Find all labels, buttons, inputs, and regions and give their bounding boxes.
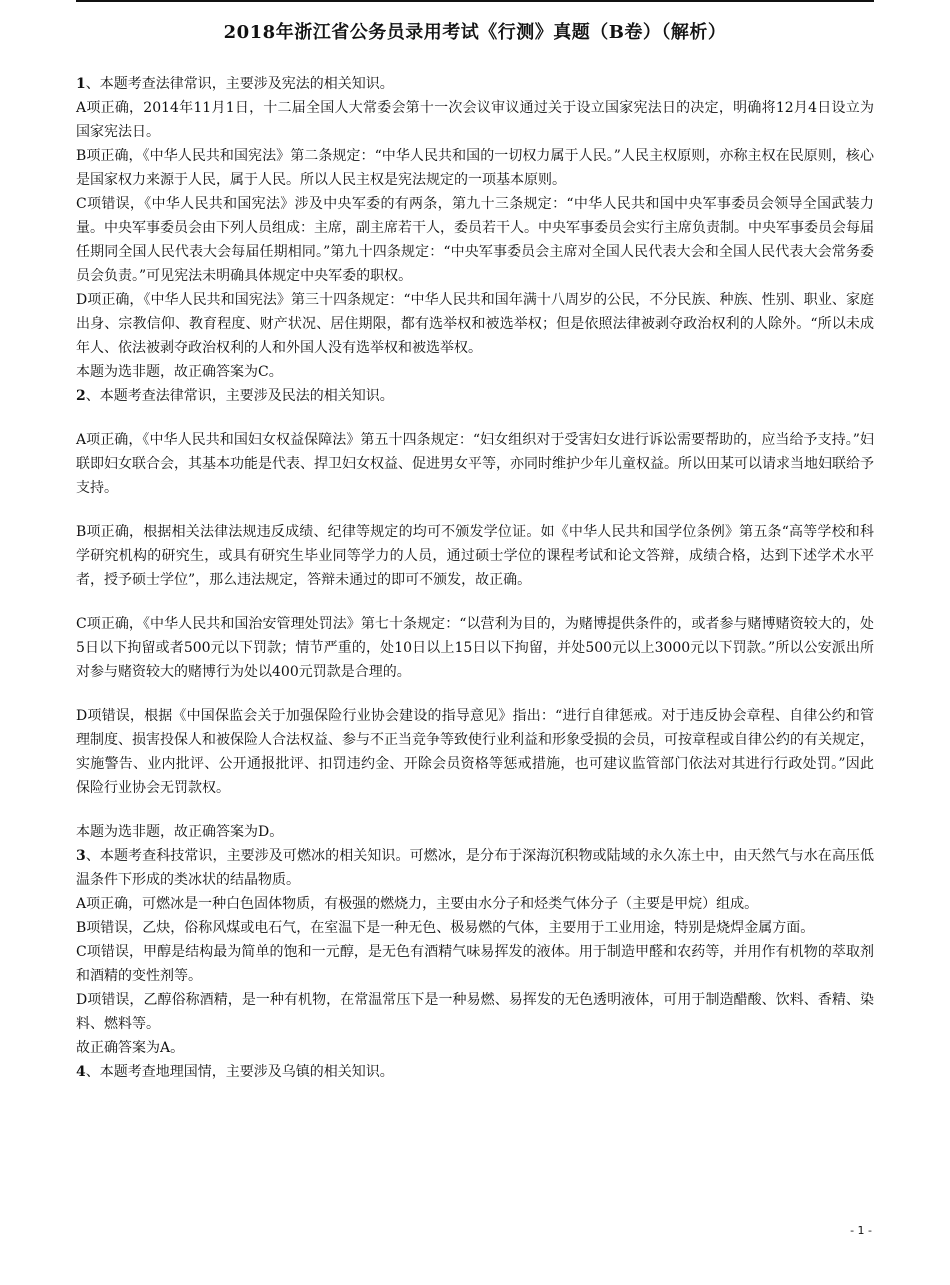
- question-number: 3: [76, 848, 86, 864]
- q3-option-c: C项错误，甲醇是结构最为简单的饱和一元醇，是无色有酒精气味易挥发的液体。用于制造甲醛和农药等，并用作有机物的萃取剂和酒精的变性剂等。: [76, 944, 874, 984]
- q2-answer: 本题为选非题，故正确答案为D。: [76, 824, 284, 840]
- question-2-heading: [76, 384, 874, 408]
- page-title: 2018年浙江省公务员录用考试《行测》真题（B卷）（解析）: [223, 22, 727, 43]
- question-1-heading: [76, 72, 874, 96]
- q2-option-a: A项正确，《中华人民共和国妇女权益保障法》第五十四条规定：“妇女组织对于受害妇女进行诉讼需要帮助的，应当给予支持。”妇联即妇女联合会，其基本功能是代表、捍卫妇女权益、促进男女平等，亦同时维护少年儿童权益。所以田某可以请求当地妇联给予支持。: [76, 432, 874, 496]
- header-rule: [76, 0, 874, 2]
- q1-option-a: A项正确，2014年11月1日，十二届全国人大常委会第十一次会议审议通过关于设立国家宪法日的决定，明确将12月4日设立为国家宪法日。: [76, 100, 874, 140]
- question-number: 2: [76, 388, 86, 404]
- q2-option-d: D项错误，根据《中国保监会关于加强保险行业协会建设的指导意见》指出：“进行自律惩戒。对于违反协会章程、自律公约和管理制度、损害投保人和被保险人合法权益、参与不正当竞争等致使行业利益和形象受损的会员，可按章程或自律公约的有关规定，实施警告、业内批评、公开通报批评、扣罚违约金、开除会员资格等惩戒措施，也可建议监管部门依法对其进行行政处罚。”因此保险行业协会无罚款权。: [76, 708, 874, 796]
- q2-option-b: B项正确，根据相关法律法规违反成绩、纪律等规定的均可不颁发学位证。如《中华人民共和国学位条例》第五条“高等学校和科学研究机构的研究生，或具有研究生毕业同等学力的人员，通过硕士学位的课程考试和论文答辩，成绩合格，达到下述学术水平者，授予硕士学位”，那么违法规定，答辩未通过的即可不颁发，故正确。: [76, 524, 874, 588]
- q1-answer: 本题为选非题，故正确答案为C。: [76, 364, 283, 380]
- q3-option-d: D项错误，乙醇俗称酒精，是一种有机物，在常温常压下是一种易燃、易挥发的无色透明液体，可用于制造醋酸、饮料、香精、染料、燃料等。: [76, 992, 874, 1032]
- q1-option-d: D项正确，《中华人民共和国宪法》第三十四条规定：“中华人民共和国年满十八周岁的公民，不分民族、种族、性别、职业、家庭出身、宗教信仰、教育程度、财产状况、居住期限，都有选举权和被选举权；但是依照法律被剥夺政治权利的人除外。“所以未成年人、依法被剥夺政治权利的人和外国人没有选举权和被选举权。: [76, 292, 874, 356]
- q1-option-b: B项正确，《中华人民共和国宪法》第二条规定：“中华人民共和国的一切权力属于人民。”人民主权原则，亦称主权在民原则，核心是国家权力来源于人民，属于人民。所以人民主权是宪法规定的一项基本原则。: [76, 148, 874, 188]
- question-4-heading: [76, 1060, 874, 1084]
- q3-option-b: B项错误，乙炔，俗称风煤或电石气，在室温下是一种无色、极易燃的气体，主要用于工业用途，特别是烧焊金属方面。: [76, 920, 815, 936]
- question-heading-text: 、本题考查法律常识，主要涉及宪法的相关知识。: [85, 76, 394, 92]
- page-number: - 1 -: [850, 1224, 872, 1237]
- question-heading-text: 、本题考查科技常识，主要涉及可燃冰的相关知识。可燃冰，是分布于深海沉积物或陆域的永久冻土中，由天然气与水在高压低温条件下形成的类冰状的结晶物质。: [76, 848, 874, 888]
- q3-option-a: A项正确，可燃冰是一种白色固体物质，有极强的燃烧力，主要由水分子和烃类气体分子（主要是甲烷）组成。: [76, 896, 759, 912]
- document-body: [76, 72, 874, 1084]
- question-3-heading: [76, 844, 874, 892]
- question-number: 1: [76, 76, 86, 92]
- q2-option-c: C项正确，《中华人民共和国治安管理处罚法》第七十条规定：“以营利为目的，为赌博提供条件的，或者参与赌博赌资较大的，处5日以下拘留或者500元以下罚款；情节严重的，处10日以上15日以下拘留，并处500元以上3000元以下罚款。”所以公安派出所对参与赌资较大的赌博行为处以400元罚款是合理的。: [76, 616, 874, 680]
- question-heading-text: 、本题考查地理国情，主要涉及乌镇的相关知识。: [85, 1064, 394, 1080]
- question-number: 4: [76, 1064, 86, 1080]
- q3-answer: 故正确答案为A。: [76, 1040, 185, 1056]
- q1-option-c: C项错误，《中华人民共和国宪法》涉及中央军委的有两条，第九十三条规定：“中华人民共和国中央军事委员会领导全国武装力量。中央军事委员会由下列人员组成：主席，副主席若干人，委员若干人。中央军事委员会实行主席负责制。中央军事委员会每届任期同全国人民代表大会每届任期相同。”第九十四条规定：“中央军事委员会主席对全国人民代表大会和全国人民代表大会常务委员会负责。”可见宪法未明确具体规定中央军委的职权。: [76, 196, 874, 284]
- question-heading-text: 、本题考查法律常识，主要涉及民法的相关知识。: [85, 388, 394, 404]
